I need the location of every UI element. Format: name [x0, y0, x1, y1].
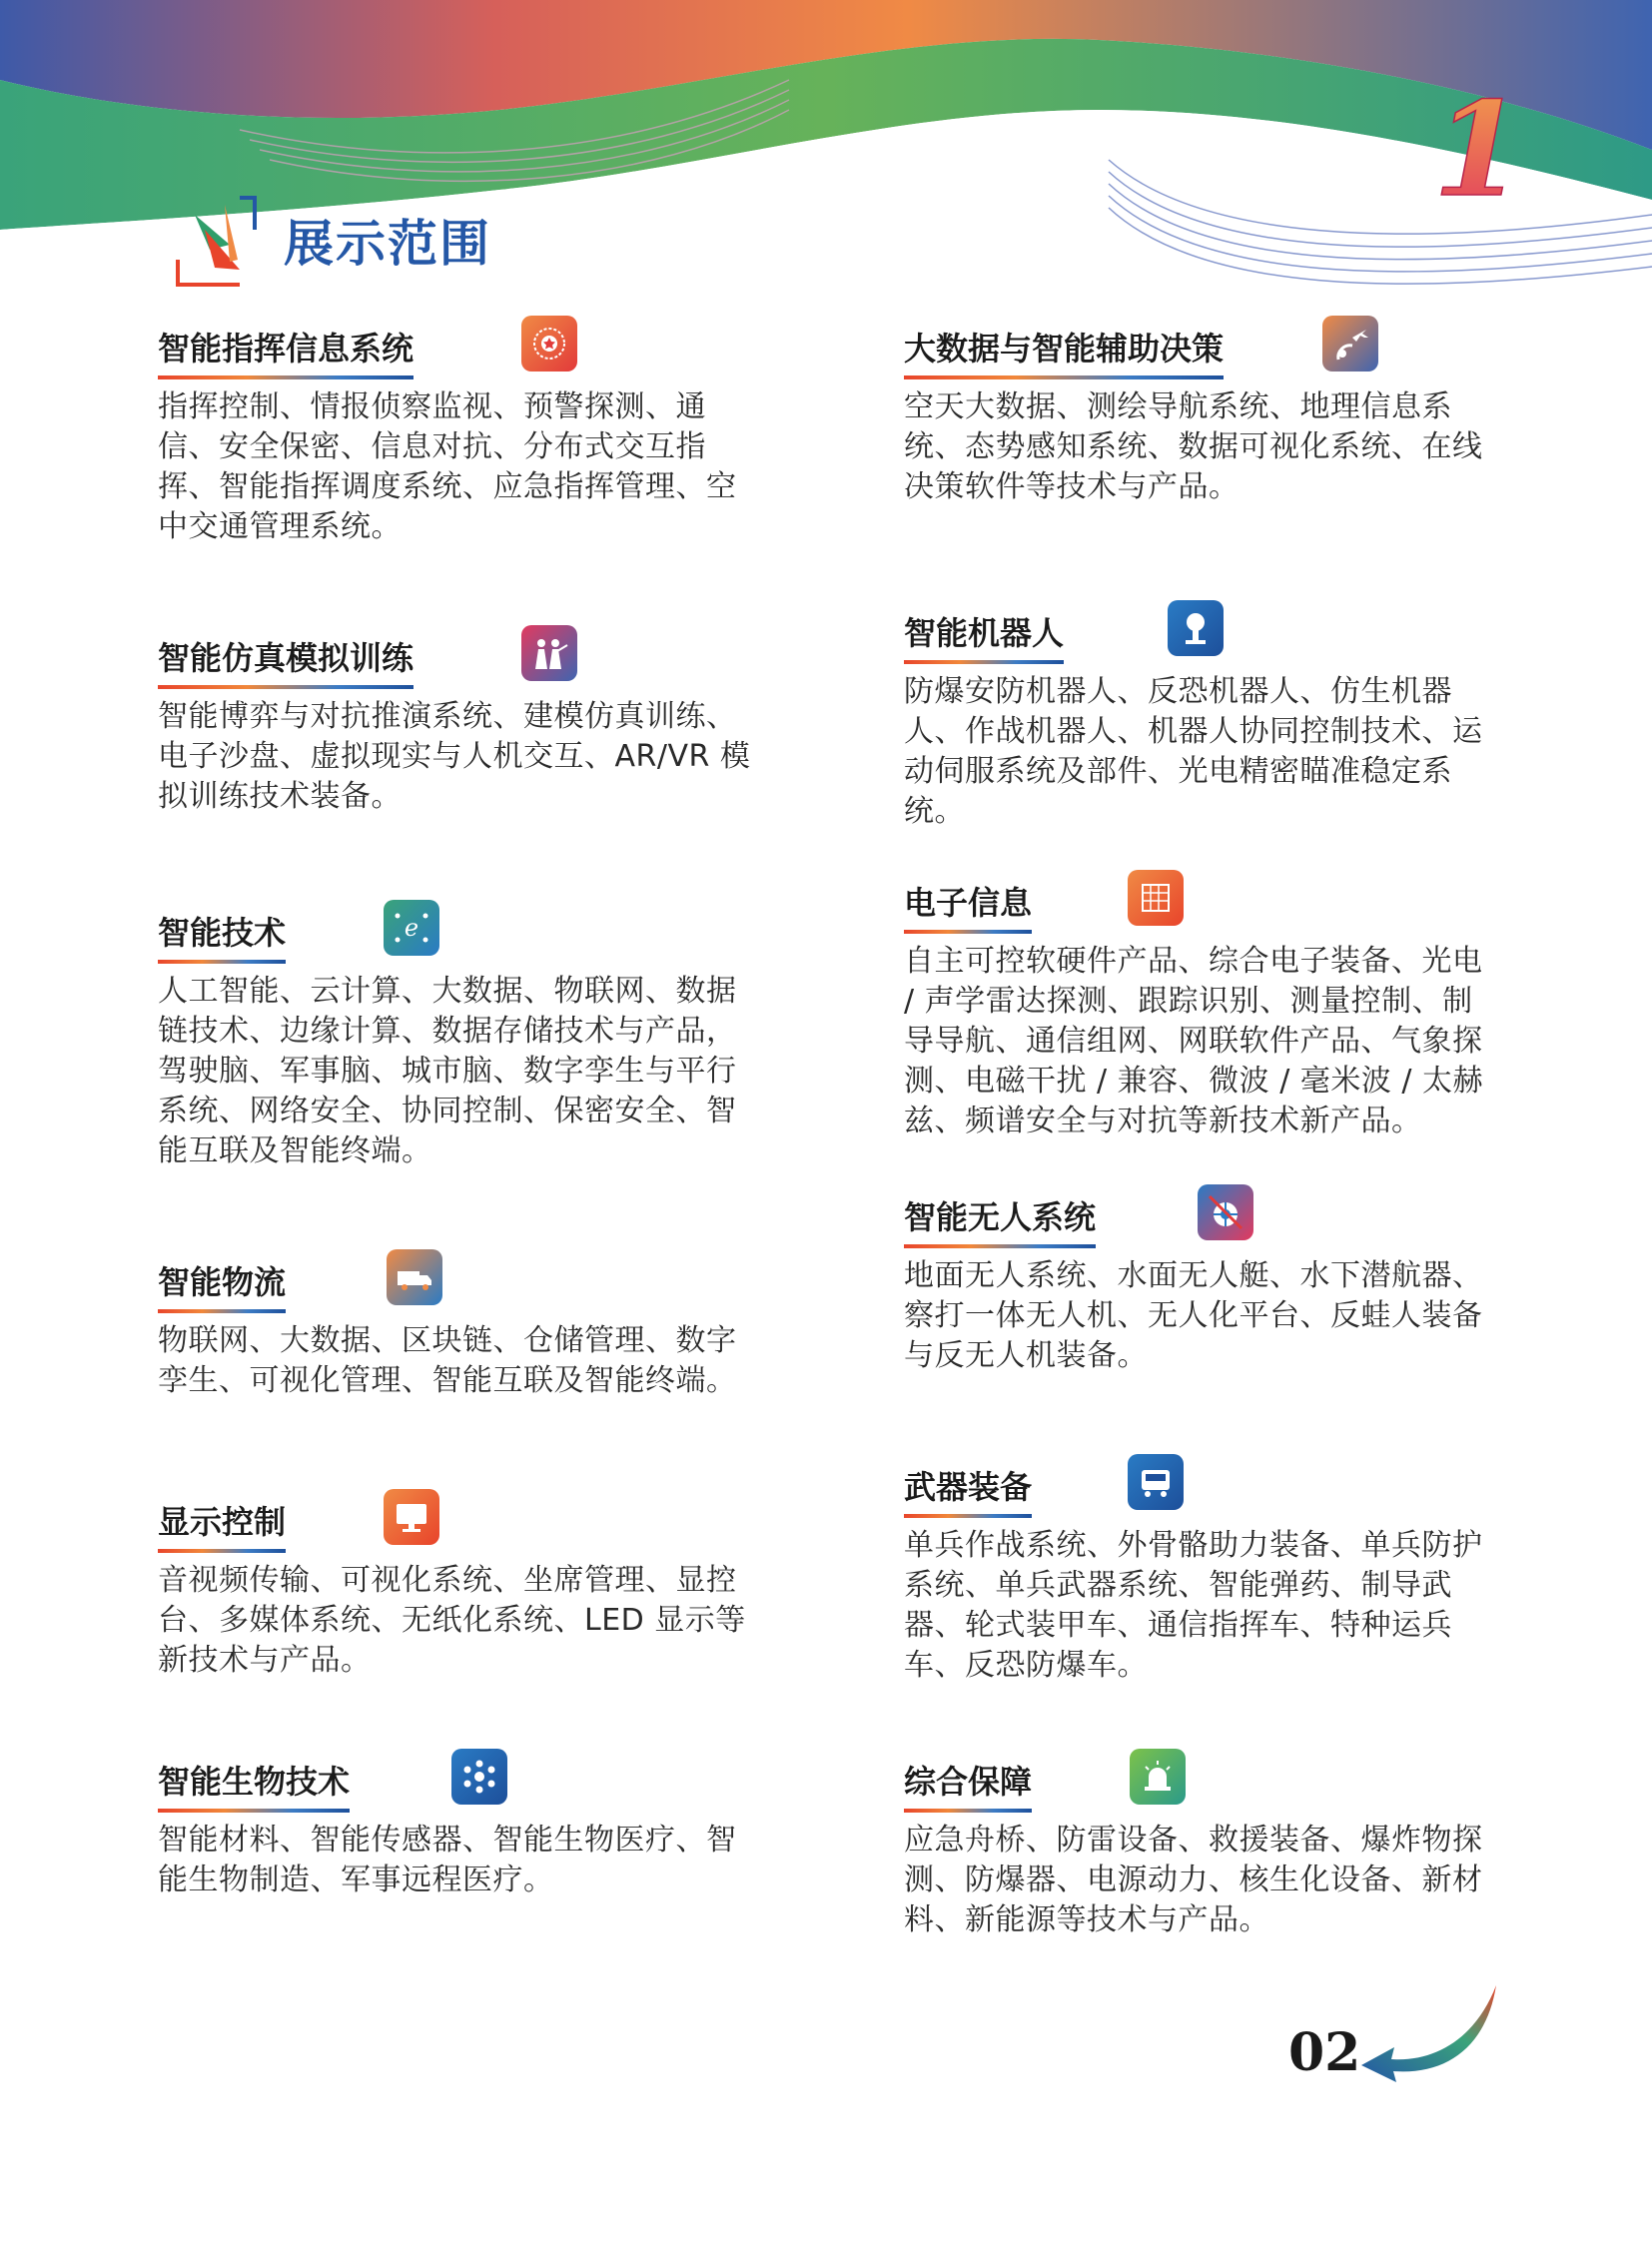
category-intelligent-tech	[158, 904, 737, 1171]
category-electronic	[904, 874, 1484, 1141]
category-title: 智能仿真模拟训练	[158, 639, 414, 677]
chapter-badge-text: 1	[1432, 73, 1524, 226]
e-network-icon	[384, 900, 439, 956]
category-title: 智能指挥信息系统	[158, 330, 414, 368]
category-title: 大数据与智能辅助决策	[904, 330, 1225, 368]
category-desc: 物联网、大数据、区块链、仓储管理、数字孪生、可视化管理、智能互联及智能终端。	[158, 1323, 737, 1398]
category-desc: 地面无人系统、水面无人艇、水下潜航器、察打一体无人机、无人化平台、反蛙人装备与反无人机装备。	[904, 1258, 1483, 1373]
category-unmanned	[904, 1188, 1483, 1376]
category-title: 智能物流	[158, 1263, 287, 1301]
category-support	[904, 1753, 1483, 1940]
truck-icon	[387, 1249, 442, 1305]
category-title: 武器装备	[904, 1468, 1033, 1506]
category-desc: 应急舟桥、防雷设备、救援装备、爆炸物探测、防爆器、电源动力、核生化设备、新材料、新能源等技术与产品。	[904, 1823, 1483, 1937]
section-title	[170, 190, 491, 290]
monitor-icon	[384, 1489, 439, 1545]
category-command	[158, 320, 737, 547]
no-drone-icon	[1198, 1184, 1253, 1240]
robot-icon	[1168, 600, 1224, 656]
category-desc: 空天大数据、测绘导航系统、地理信息系统、态势感知系统、数据可视化系统、在线决策软件等技术与产品。	[904, 389, 1483, 504]
page-number: 02	[1288, 2022, 1361, 2083]
curved-arrow-icon	[1356, 1977, 1506, 2087]
category-title: 电子信息	[904, 884, 1033, 922]
category-desc: 音视频传输、可视化系统、坐席管理、显控台、多媒体系统、无纸化系统、LED 显示等新技术与产品。	[158, 1563, 746, 1678]
category-desc: 单兵作战系统、外骨骼助力装备、单兵防护系统、单兵武器系统、智能弹药、制导武器、轮式装甲车、通信指挥车、特种运兵车、反恐防爆车。	[904, 1528, 1483, 1683]
armored-vehicle-icon	[1128, 1454, 1184, 1510]
category-title: 智能生物技术	[158, 1763, 351, 1801]
arrows-logo-icon	[170, 190, 280, 290]
category-desc: 自主可控软硬件产品、综合电子装备、光电 / 声学雷达探测、跟踪识别、测量控制、制导导航、通信组网、网联软件产品、气象探测、电磁干扰 / 兼容、微波 / 毫米波 / 太赫兹、频谱安全与对抗等新技术新产品。	[904, 944, 1484, 1138]
category-desc: 智能材料、智能传感器、智能生物医疗、智能生物制造、军事远程医疗。	[158, 1823, 737, 1897]
command-badge-icon	[521, 316, 577, 372]
siren-icon	[1130, 1749, 1186, 1805]
category-robot	[904, 604, 1483, 832]
category-bigdata	[904, 320, 1483, 507]
category-title: 显示控制	[158, 1503, 287, 1541]
category-biotech	[158, 1753, 737, 1900]
category-desc: 防爆安防机器人、反恐机器人、仿生机器人、作战机器人、机器人协同控制技术、运动伺服系统及部件、光电精密瞄准稳定系统。	[904, 674, 1483, 829]
category-weapons	[904, 1458, 1483, 1686]
category-logistics	[158, 1253, 737, 1401]
category-desc: 智能博弈与对抗推演系统、建模仿真训练、电子沙盘、虚拟现实与人机交互、AR/VR 模拟训练技术装备。	[158, 699, 751, 814]
category-title: 智能机器人	[904, 614, 1065, 652]
molecule-icon	[451, 1749, 507, 1805]
chapter-badge	[1432, 73, 1524, 226]
category-simulation	[158, 629, 751, 817]
svg-text:e: e	[404, 914, 419, 942]
category-desc: 指挥控制、情报侦察监视、预警探测、通信、安全保密、信息对抗、分布式交互指挥、智能指挥调度系统、应急指挥管理、空中交通管理系统。	[158, 389, 737, 544]
category-title: 智能无人系统	[904, 1198, 1097, 1236]
category-display	[158, 1493, 746, 1681]
soldiers-training-icon	[521, 625, 577, 681]
section-title-text: 展示范围	[284, 215, 491, 273]
category-title: 综合保障	[904, 1763, 1033, 1801]
circuit-panel-icon	[1128, 870, 1184, 926]
category-title: 智能技术	[158, 914, 287, 952]
category-desc: 人工智能、云计算、大数据、物联网、数据链技术、边缘计算、数据存储技术与产品，驾驶脑、军事脑、城市脑、数字孪生与平行系统、网络安全、协同控制、保密安全、智能互联及智能终端。	[158, 974, 737, 1168]
satellite-plane-icon	[1322, 316, 1378, 372]
